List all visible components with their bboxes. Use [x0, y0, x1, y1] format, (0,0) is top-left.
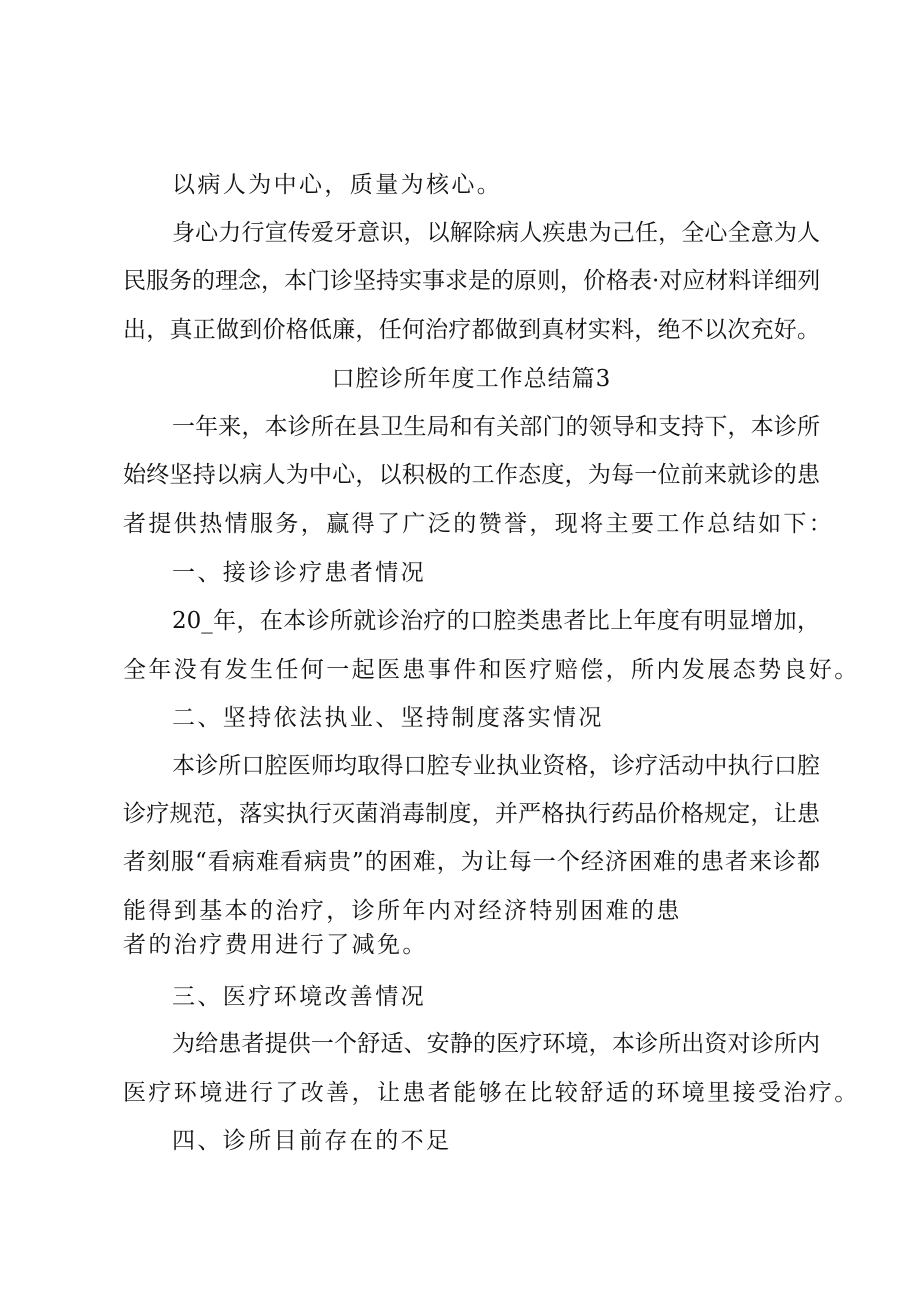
paragraph-line: 本诊所口腔医师均取得口腔专业执业资格，诊疗活动中执行口腔	[172, 753, 820, 779]
paragraph-line: 出，真正做到价格低廉，任何治疗都做到真材实料，绝不以次充好。	[123, 317, 820, 343]
paragraph-line: 以病人为中心，质量为核心。	[172, 172, 503, 198]
paragraph-line: 者刻服“看病难看病贵”的困难，为让每一个经济困难的患者来诊都	[123, 849, 820, 875]
subsection-heading: 三、医疗环境改善情况	[172, 984, 426, 1010]
paragraph-line: 始终坚持以病人为中心，以积极的工作态度，为每一位前来就诊的患	[123, 462, 820, 488]
paragraph-line: 为给患者提供一个舒适、安静的医疗环境，本诊所出资对诊所内	[172, 1031, 820, 1057]
paragraph-line: 全年没有发生任何一起医患事件和医疗赔偿，所内发展态势良好。	[123, 657, 860, 683]
paragraph-line: 者提供热情服务，赢得了广泛的赞誉，现将主要工作总结如下：	[123, 511, 835, 537]
subsection-heading: 二、坚持依法执业、坚持制度落实情况	[172, 705, 604, 731]
paragraph-line: 医疗环境进行了改善，让患者能够在比较舒适的环境里接受治疗。	[123, 1080, 860, 1106]
paragraph-line: 者的治疗费用进行了减免。	[123, 932, 428, 958]
section-heading: 口腔诊所年度工作总结篇3	[331, 366, 612, 392]
paragraph-line: 能得到基本的治疗，诊所年内对经济特别困难的患	[123, 898, 682, 924]
paragraph-line: 20_年，在本诊所就诊治疗的口腔类患者比上年度有明显增加，	[172, 608, 820, 634]
paragraph-line: 一年来，本诊所在县卫生局和有关部门的领导和支持下，本诊所	[172, 414, 820, 440]
subsection-heading: 一、接诊诊疗患者情况	[172, 560, 426, 586]
paragraph-line: 身心力行宣传爱牙意识，以解除病人疾患为己任，全心全意为人	[172, 220, 820, 246]
subsection-heading: 四、诊所目前存在的不足	[172, 1128, 452, 1154]
paragraph-line: 民服务的理念，本门诊坚持实事求是的原则，价格表·对应材料详细列	[123, 268, 821, 294]
paragraph-line: 诊疗规范，落实执行灭菌消毒制度，并严格执行药品价格规定，让患	[123, 801, 820, 827]
